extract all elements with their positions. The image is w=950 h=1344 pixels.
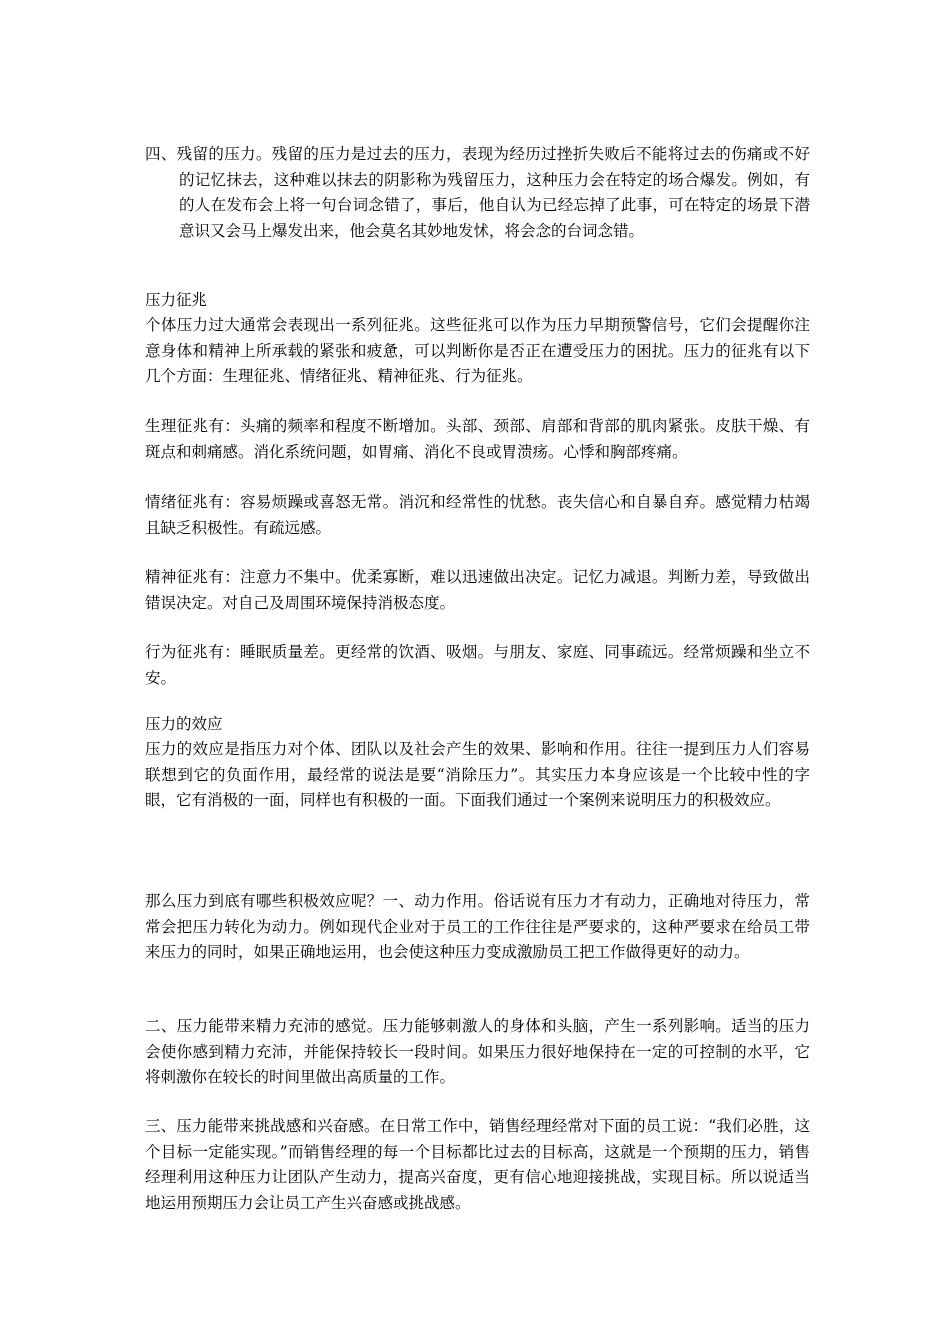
effects-heading: 压力的效应: [145, 715, 223, 733]
effect-one-paragraph: 那么压力到底有哪些积极效应呢？一、动力作用。俗话说有压力才有动力，正确地对待压力，常常会把压力转化为动力。例如现代企业对于员工的工作往往是严要求的，这种严要求在给员工带来压力的同时，如果正确地运用，也会使这种压力变成激励员工把工作做得更好的动力。: [145, 892, 810, 961]
signs-intro-paragraph: 个体压力过大通常会表现出一系列征兆。这些征兆可以作为压力早期预警信号，它们会提醒你注意身体和精神上所承载的紧张和疲惫，可以判断你是否正在遭受压力的困扰。压力的征兆有以下几个方面：生理征兆、情绪征兆、精神征兆、行为征兆。: [145, 316, 810, 385]
residual-pressure-paragraph: 四、残留的压力。残留的压力是过去的压力，表现为经历过挫折失败后不能将过去的伤痛或不好的记忆抹去，这种难以抹去的阴影称为残留压力，这种压力会在特定的场合爆发。例如，有的人在发布会上将一句台词念错了，事后，他自认为已经忘掉了此事，可在特定的场景下潜意识又会马上爆发出来，他会莫名其妙地发怵，将会念的台词念错。: [145, 145, 810, 240]
physiological-signs-paragraph: 生理征兆有：头痛的频率和程度不断增加。头部、颈部、肩部和背部的肌肉紧张。皮肤干燥、有斑点和刺痛感。消化系统问题，如胃痛、消化不良或胃溃疡。心悸和胸部疼痛。: [145, 417, 810, 461]
effect-two-paragraph: 二、压力能带来精力充沛的感觉。压力能够刺激人的身体和头脑，产生一系列影响。适当的压力会使你感到精力充沛，并能保持较长一段时间。如果压力很好地保持在一定的可控制的水平，它将刺激你在较长的时间里做出高质量的工作。: [145, 1017, 810, 1086]
effect-three-paragraph: 三、压力能带来挑战感和兴奋感。在日常工作中，销售经理经常对下面的员工说：“我们必胜，这个目标一定能实现。”而销售经理的每一个目标都比过去的目标高，这就是一个预期的压力，销售经理利用这种压力让团队产生动力，提高兴奋度，更有信心地迎接挑战，实现目标。所以说适当地运用预期压力会让员工产生兴奋感或挑战感。: [145, 1117, 810, 1212]
emotional-signs-paragraph: 情绪征兆有：容易烦躁或喜怒无常。消沉和经常性的忧愁。丧失信心和自暴自弃。感觉精力枯竭且缺乏积极性。有疏远感。: [145, 493, 810, 537]
effects-intro-paragraph: 压力的效应是指压力对个体、团队以及社会产生的效果、影响和作用。往往一提到压力人们容易联想到它的负面作用，最经常的说法是要“消除压力”。其实压力本身应该是一个比较中性的字眼，它有消极的一面，同样也有积极的一面。下面我们通过一个案例来说明压力的积极效应。: [145, 740, 810, 809]
mental-signs-paragraph: 精神征兆有：注意力不集中。优柔寡断，难以迅速做出决定。记忆力减退。判断力差，导致做出错误决定。对自己及周围环境保持消极态度。: [145, 568, 810, 612]
behavioral-signs-paragraph: 行为征兆有：睡眠质量差。更经常的饮酒、吸烟。与朋友、家庭、同事疏远。经常烦躁和坐立不安。: [145, 643, 810, 687]
signs-heading: 压力征兆: [145, 291, 208, 309]
